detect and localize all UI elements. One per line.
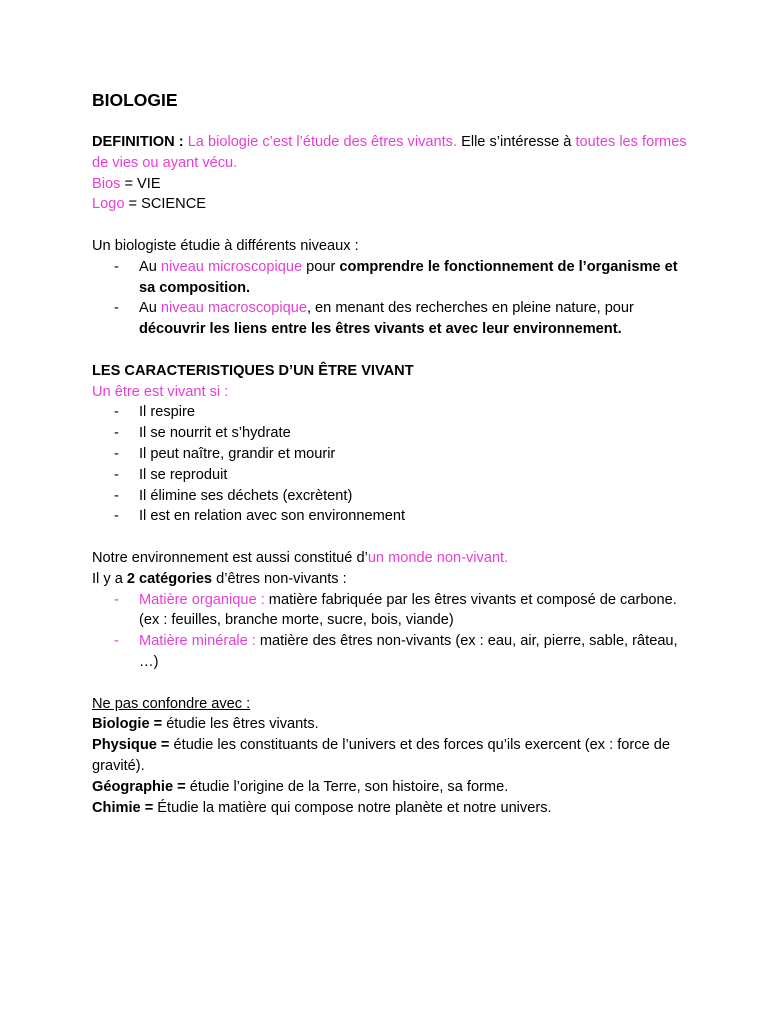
list-item <box>92 444 692 465</box>
etymology-term: Logo <box>92 196 125 213</box>
levels-item-term: niveau macroscopique <box>160 300 307 317</box>
confuse-term: Biologie = <box>92 716 163 733</box>
nonliving-line-2 <box>92 569 692 590</box>
nonliving-text: Il y a <box>92 570 127 587</box>
dash-bullet: - <box>114 258 119 275</box>
etymology-bios <box>92 174 692 195</box>
levels-item-bold: découvrir les liens entre les êtres vivants et avec leur environnement. <box>139 321 622 338</box>
confuse-def: étudie les êtres vivants. <box>162 716 319 733</box>
dash-bullet: - <box>114 300 119 317</box>
definition-text-2: Elle s’intéresse à <box>461 134 572 150</box>
list-item <box>92 506 692 527</box>
definition-paragraph <box>92 132 692 174</box>
nonliving-line-1 <box>92 548 692 569</box>
dash-bullet: - <box>114 591 119 608</box>
dash-bullet: - <box>114 466 119 483</box>
characteristic-text: Il respire <box>139 404 195 421</box>
confuse-item <box>92 735 692 777</box>
characteristic-text: Il est en relation avec son environnement <box>139 508 406 525</box>
nonliving-text-2: d’êtres non-vivants : <box>212 570 347 587</box>
levels-item-prefix: Au <box>139 300 157 317</box>
confuse-item <box>92 714 692 735</box>
dash-bullet: - <box>114 425 119 442</box>
dash-bullet: - <box>114 508 119 525</box>
levels-item-bold: comprendre le fonctionnement de l’organisme et sa composition. <box>139 258 678 296</box>
definition-text-3: toutes <box>575 134 616 150</box>
etymology-logo <box>92 194 692 215</box>
characteristic-text: Il peut naître, grandir et mourir <box>139 445 336 462</box>
levels-item-prefix: Au <box>139 258 157 275</box>
list-item <box>92 257 692 299</box>
spacer <box>92 340 692 361</box>
nonliving-count: 2 catégories <box>126 570 213 587</box>
dash-bullet: - <box>114 404 119 421</box>
matter-label: Matière organique : <box>139 591 265 608</box>
confuse-term: Chimie = <box>92 799 154 816</box>
definition-text-4: les formes de vies ou ayant vécu. <box>92 134 687 171</box>
characteristic-text: Il se nourrit et s’hydrate <box>139 425 291 442</box>
list-item <box>92 298 692 340</box>
list-item <box>92 590 692 632</box>
levels-item-term: niveau microscopique <box>160 258 303 275</box>
characteristic-text: Il se reproduit <box>139 466 228 483</box>
matter-text: matière des êtres non-vivants (ex : eau, air, pierre, sable, râteau, …) <box>139 633 678 670</box>
dash-bullet: - <box>114 487 119 504</box>
etymology-value: = VIE <box>124 175 161 192</box>
confuse-term: Physique = <box>92 737 170 754</box>
confuse-term: Géographie = <box>92 778 186 795</box>
nonliving-term: un monde non-vivant. <box>367 549 509 566</box>
characteristics-intro: Un être est vivant si : <box>92 383 229 400</box>
definition-text: La biologie c’est l’étude des êtres vivants. <box>187 134 458 150</box>
definition-label: DEFINITION : <box>92 134 184 150</box>
confuse-def: Étudie la matière qui compose notre planète et notre univers. <box>153 799 552 816</box>
list-item <box>92 486 692 507</box>
spacer <box>92 673 692 694</box>
confuse-heading: Ne pas confondre avec : <box>92 695 251 712</box>
list-item <box>92 402 692 423</box>
confuse-def: étudie l’origine de la Terre, son histoire, sa forme. <box>185 778 509 795</box>
spacer <box>92 527 692 548</box>
levels-intro: Un biologiste étudie à différents niveaux : <box>92 237 359 254</box>
list-item <box>92 423 692 444</box>
characteristic-text: Il élimine ses déchets (excrètent) <box>139 487 353 504</box>
spacer <box>92 215 692 236</box>
list-item <box>92 631 692 673</box>
dash-bullet: - <box>114 445 119 462</box>
matter-label: Matière minérale : <box>139 633 256 650</box>
confuse-item <box>92 777 692 798</box>
confuse-def: étudie les constituants de l’univers et des forces qu’ils exercent (ex : force de gravité). <box>92 737 670 774</box>
nonliving-text: Notre environnement est aussi constitué d’ <box>92 549 368 566</box>
matter-text: matière fabriquée par les êtres vivants et composé de carbone. (ex : feuilles, branche morte, sucre, bois, viande) <box>139 591 677 629</box>
levels-item-mid: , en menant des recherches en pleine nature, pour <box>306 300 634 317</box>
document-body <box>92 88 692 818</box>
levels-item-mid: pour <box>306 258 336 275</box>
etymology-value: = SCIENCE <box>128 196 206 213</box>
dash-bullet: - <box>114 633 119 650</box>
characteristics-heading: LES CARACTERISTIQUES D’UN ÊTRE VIVANT <box>92 362 414 379</box>
page-title: BIOLOGIE <box>92 90 178 110</box>
list-item <box>92 465 692 486</box>
etymology-term: Bios <box>92 175 121 192</box>
confuse-item <box>92 798 692 819</box>
